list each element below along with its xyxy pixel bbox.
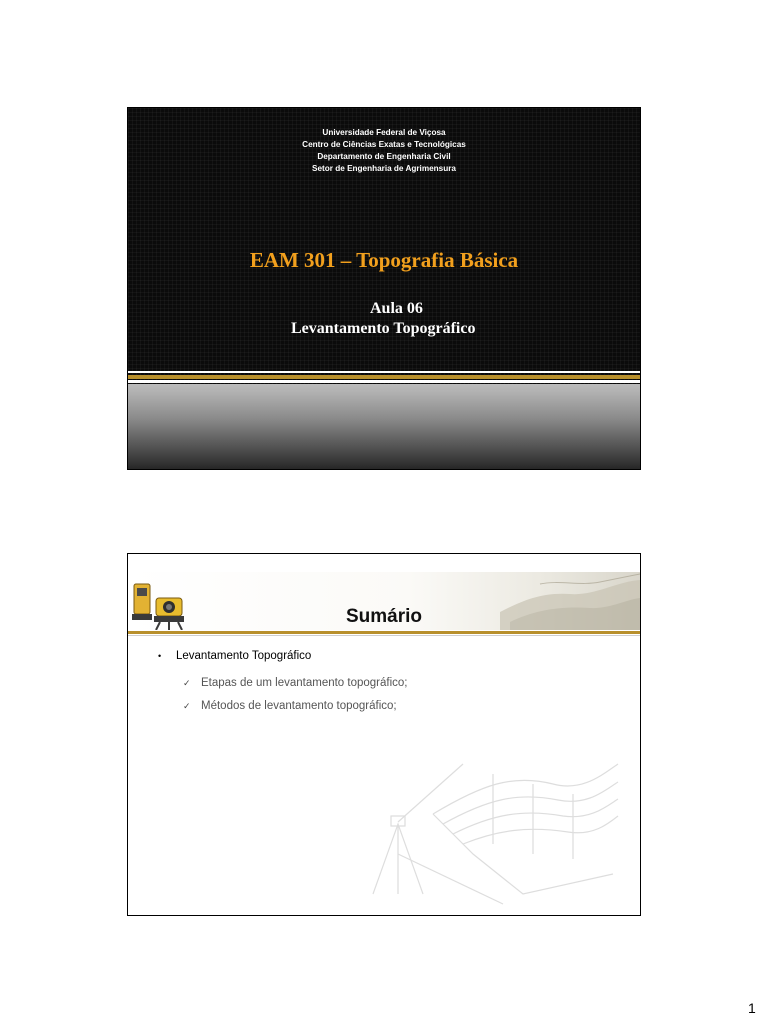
bullet-text: Levantamento Topográfico	[176, 650, 312, 662]
page-number: 1	[748, 1000, 756, 1016]
sub-item	[183, 677, 408, 689]
institution-line: Universidade Federal de Viçosa	[322, 128, 446, 137]
institution-line: Centro de Ciências Exatas e Tecnológicas	[302, 140, 466, 149]
title-slide	[127, 107, 641, 470]
institution-block	[128, 127, 640, 175]
checkmark-icon: ✓	[183, 678, 191, 688]
bullet-item	[158, 650, 311, 662]
sub-item-text: Etapas de um levantamento topográfico;	[201, 677, 408, 689]
divider-line	[128, 635, 640, 636]
institution-line: Setor de Engenharia de Agrimensura	[312, 164, 456, 173]
slide-title: Sumário	[345, 606, 423, 627]
divider-line	[128, 371, 640, 373]
gold-divider-line	[128, 631, 640, 634]
summary-slide	[127, 553, 641, 916]
gold-divider-line	[128, 375, 640, 379]
lesson-number: Aula 06	[370, 300, 423, 317]
lesson-title: Levantamento Topográfico	[291, 320, 476, 337]
course-title: EAM 301 – Topografia Básica	[249, 248, 519, 272]
checkmark-icon: ✓	[183, 701, 191, 711]
sub-item-text: Métodos de levantamento topográfico;	[201, 700, 397, 712]
divider-line	[128, 380, 640, 383]
gradient-band	[128, 384, 640, 470]
survey-diagram-watermark	[353, 744, 623, 914]
bullet-dot-icon: •	[158, 651, 162, 661]
sub-item	[183, 700, 397, 712]
slide-header	[128, 572, 640, 630]
institution-line: Departamento de Engenharia Civil	[317, 152, 451, 161]
